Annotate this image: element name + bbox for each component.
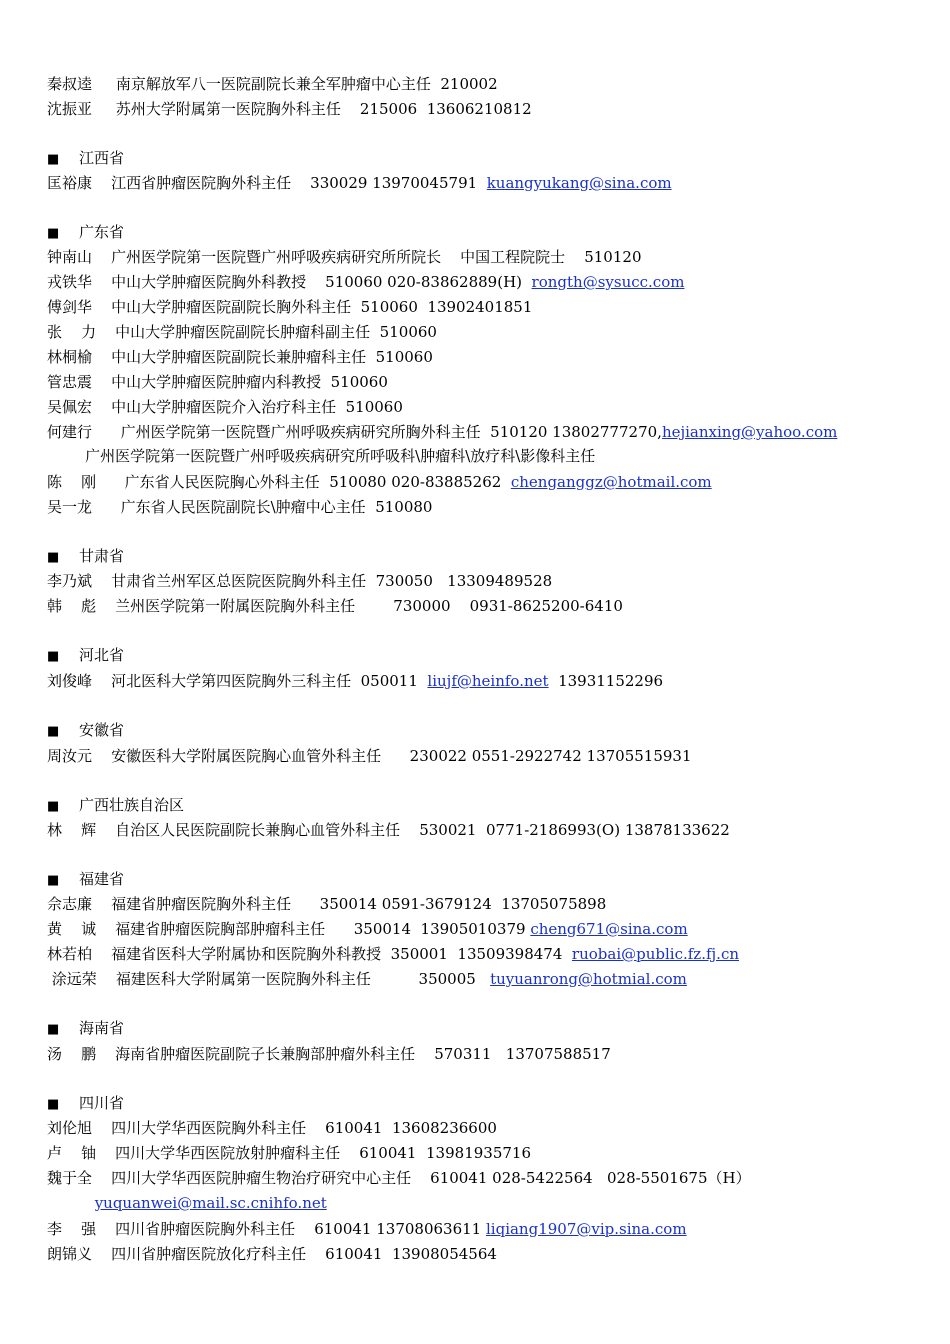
square-bullet-icon: ■	[47, 1097, 60, 1112]
contact-text: 吴佩宏 中山大学肿瘤医院介入治疗科主任 510060	[47, 398, 403, 416]
contact-line	[47, 1218, 687, 1240]
province-heading	[47, 1017, 124, 1039]
email-link[interactable]: ruobai@public.fz.fj.cn	[571, 945, 740, 963]
contact-text: 李乃斌 甘肃省兰州军区总医院医院胸外科主任 730050 13309489528	[47, 572, 553, 590]
contact-line	[47, 918, 688, 940]
province-name: 广西壮族自治区	[79, 796, 185, 814]
contact-text: 李 强 四川省肿瘤医院胸外科主任 610041 13708063611	[47, 1220, 486, 1238]
contact-line	[47, 321, 437, 343]
contact-line	[47, 1142, 531, 1164]
contact-line	[47, 271, 684, 293]
square-bullet-icon: ■	[47, 226, 60, 241]
email-link[interactable]: chenganggz@hotmail.com	[510, 473, 712, 491]
contact-line	[47, 172, 672, 194]
province-heading	[47, 794, 184, 816]
contact-text: 黄 诚 福建省肿瘤医院胸部肿瘤科主任 350014 13905010379	[47, 920, 531, 938]
province-name: 广东省	[79, 223, 125, 241]
email-link[interactable]: yuquanwei@mail.sc.cnihfo.net	[94, 1194, 327, 1212]
contact-line	[47, 296, 532, 318]
contact-text: 林若柏 福建省医科大学附属协和医院胸外科教授 350001 13509398474	[47, 945, 572, 963]
province-name: 甘肃省	[79, 547, 125, 565]
contact-line	[47, 98, 532, 120]
contact-line	[47, 968, 687, 990]
email-link[interactable]: liqiang1907@vip.sina.com	[486, 1220, 687, 1238]
contact-text: 戎铁华 中山大学肿瘤医院胸外科教授 510060 020-83862889(H)	[47, 273, 532, 291]
contact-text: 韩 彪 兰州医学院第一附属医院胸外科主任 730000 0931-8625200-6410	[47, 597, 623, 615]
email-link[interactable]: cheng671@sina.com	[530, 920, 688, 938]
contact-line	[47, 496, 432, 518]
square-bullet-icon: ■	[47, 724, 60, 739]
contact-line	[47, 445, 595, 467]
province-name: 江西省	[79, 149, 125, 167]
square-bullet-icon: ■	[47, 152, 60, 167]
contact-text: 沈振亚 苏州大学附属第一医院胸外科主任 215006 13606210812	[47, 100, 532, 118]
contact-line	[47, 570, 552, 592]
province-heading	[47, 147, 124, 169]
square-bullet-icon: ■	[47, 550, 60, 565]
contact-line	[47, 595, 623, 617]
contact-text: 傅剑华 中山大学肿瘤医院副院长胸外科主任 510060 13902401851	[47, 298, 533, 316]
contact-text: 魏于全 四川大学华西医院肿瘤生物治疗研究中心主任 610041 028-5422564 028-5501675（H）	[47, 1169, 751, 1187]
contact-text: 卢 铀 四川大学华西医院放射肿瘤科主任 610041 13981935716	[47, 1144, 531, 1162]
contact-text: 秦叔逵 南京解放军八一医院副院长兼全军肿瘤中心主任 210002	[47, 75, 498, 93]
contact-text: 陈 刚 广东省人民医院胸心外科主任 510080 020-83885262	[47, 473, 511, 491]
contact-text: 周汝元 安徽医科大学附属医院胸心血管外科主任 230022 0551-2922742 13705515931	[47, 747, 692, 765]
contact-text: 刘伦旭 四川大学华西医院胸外科主任 610041 13608236600	[47, 1119, 497, 1137]
email-link[interactable]: kuangyukang@sina.com	[486, 174, 672, 192]
contact-text	[47, 1194, 95, 1212]
contact-line	[47, 745, 692, 767]
province-heading	[47, 644, 124, 666]
contact-text: 匡裕康 江西省肿瘤医院胸外科主任 330029 13970045791	[47, 174, 487, 192]
province-heading	[47, 1092, 124, 1114]
square-bullet-icon: ■	[47, 799, 60, 814]
contact-line	[47, 1117, 497, 1139]
contact-line	[47, 371, 388, 393]
province-name: 安徽省	[79, 721, 125, 739]
contact-line	[47, 893, 606, 915]
contact-line	[47, 1192, 327, 1214]
contact-text: 林 辉 自治区人民医院副院长兼胸心血管外科主任 530021 0771-2186993(O) 13878133622	[47, 821, 730, 839]
email-link[interactable]: hejianxing@yahoo.com	[661, 423, 838, 441]
province-heading	[47, 719, 124, 741]
square-bullet-icon: ■	[47, 1022, 60, 1037]
contact-line	[47, 471, 712, 493]
contact-text: 广州医学院第一医院暨广州呼吸疾病研究所呼吸科\肿瘤科\放疗科\影像科主任	[47, 447, 596, 465]
contact-line	[47, 396, 403, 418]
contact-line	[47, 246, 641, 268]
square-bullet-icon: ■	[47, 873, 60, 888]
contact-text: 汤 鹏 海南省肿瘤医院副院子长兼胸部肿瘤外科主任 570311 13707588517	[47, 1045, 611, 1063]
contact-text: 钟南山 广州医学院第一医院暨广州呼吸疾病研究所所院长 中国工程院院士 510120	[47, 248, 642, 266]
contact-text: 吴一龙 广东省人民医院副院长\肿瘤中心主任 510080	[47, 498, 433, 516]
contact-line	[47, 1043, 611, 1065]
contact-line	[47, 346, 433, 368]
contact-line	[47, 943, 739, 965]
contact-text: 管忠震 中山大学肿瘤医院肿瘤内科教授 510060	[47, 373, 388, 391]
email-link[interactable]: tuyuanrong@hotmial.com	[490, 970, 687, 988]
contact-line	[47, 73, 498, 95]
province-heading	[47, 868, 124, 890]
email-link[interactable]: rongth@sysucc.com	[531, 273, 685, 291]
contact-text: 刘俊峰 河北医科大学第四医院胸外三科主任 050011	[47, 672, 428, 690]
contact-text: 何建行 广州医学院第一医院暨广州呼吸疾病研究所胸外科主任 510120 13802777270,	[47, 423, 662, 441]
province-heading	[47, 545, 124, 567]
contact-line	[47, 421, 837, 443]
contact-line	[47, 670, 663, 692]
email-link[interactable]: liujf@heinfo.net	[427, 672, 549, 690]
square-bullet-icon: ■	[47, 649, 60, 664]
province-name: 福建省	[79, 870, 125, 888]
province-name: 四川省	[79, 1094, 125, 1112]
contact-line	[47, 1167, 751, 1189]
province-heading	[47, 221, 124, 243]
phone-number: 13931152296	[548, 672, 664, 690]
province-name: 海南省	[79, 1019, 125, 1037]
contact-text: 朗锦义 四川省肿瘤医院放化疗科主任 610041 13908054564	[47, 1245, 497, 1263]
contact-line	[47, 819, 730, 841]
contact-text: 佘志廉 福建省肿瘤医院胸外科主任 350014 0591-3679124 13705075898	[47, 895, 607, 913]
contact-line	[47, 1243, 497, 1265]
province-name: 河北省	[79, 646, 125, 664]
contact-text: 张 力 中山大学肿瘤医院副院长肿瘤科副主任 510060	[47, 323, 437, 341]
contact-text: 林桐榆 中山大学肿瘤医院副院长兼肿瘤科主任 510060	[47, 348, 433, 366]
contact-text: 涂远荣 福建医科大学附属第一医院胸外科主任 350005	[47, 970, 491, 988]
